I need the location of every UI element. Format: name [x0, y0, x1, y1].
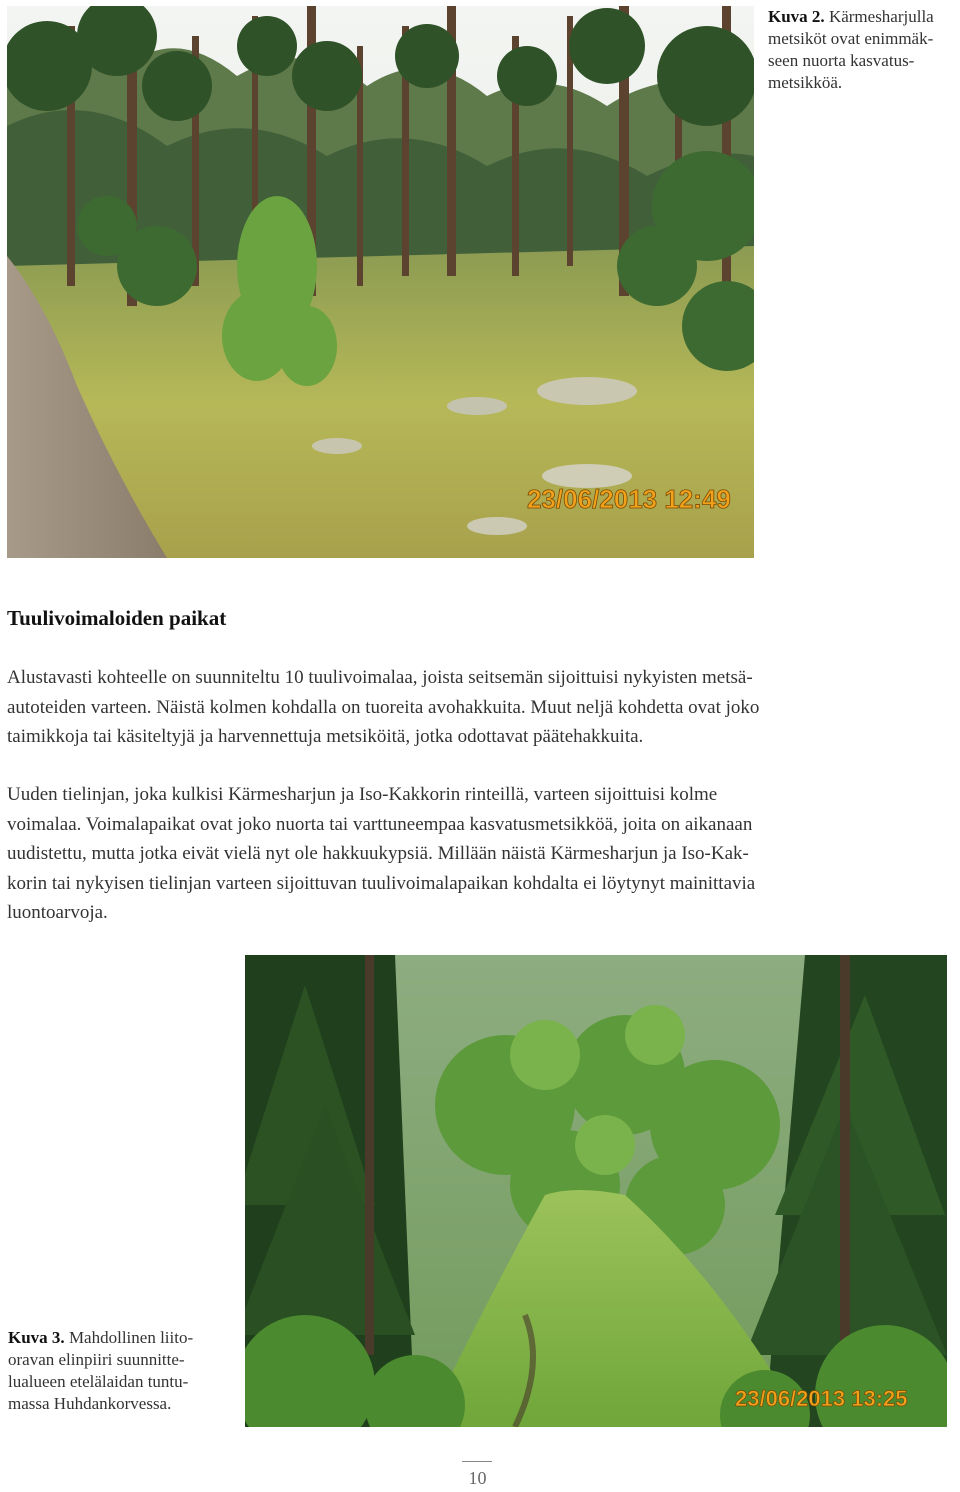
figure-caption-kuva-2: [768, 6, 958, 94]
forest-photo-kuva-2: [7, 6, 754, 558]
page-number: 10: [468, 1468, 487, 1488]
forest-photo-kuva-3: [245, 955, 947, 1427]
paragraph-line: autoteiden varteen. Näistä kolmen kohdalla on tuoreita avohakkuita. Muut neljä kohdetta ovat joko: [7, 696, 760, 718]
caption-line: metsikköä.: [768, 73, 843, 92]
caption-label: Kuva 3.: [8, 1328, 65, 1347]
paragraph-line: Uuden tielinjan, joka kulkisi Kärmesharjun ja Iso-Kakkorin rinteillä, varteen sijoittuisi kolme: [7, 784, 718, 805]
paragraph-line: voimalaa. Voimalapaikat ovat joko nuorta tai varttuneempaa kasvatusmetsikköä, joita on aikanaan: [7, 813, 753, 835]
caption-line: Kärmesharjulla: [828, 7, 934, 26]
body-paragraph-2: [7, 780, 947, 928]
paragraph-line: taimikkoja tai käsiteltyjä ja harvennettuja metsiköitä, jotka odottavat päätehakkuita.: [7, 726, 644, 747]
figure-caption-kuva-3: [8, 1327, 238, 1415]
caption-line: lualueen etelälaidan tuntu-: [8, 1372, 189, 1391]
paragraph-line: korin tai nykyisen tielinjan varteen sijoittuvan tuulivoimalapaikan kohdalta ei löytynyt mainittavia: [7, 872, 756, 894]
section-heading: Tuulivoimaloiden paikat: [7, 606, 227, 630]
body-paragraph-1: [7, 663, 947, 752]
caption-line: massa Huhdankorvessa.: [8, 1394, 172, 1413]
caption-line: seen nuorta kasvatus-: [768, 51, 915, 70]
caption-line: metsiköt ovat enimmäk-: [768, 29, 934, 48]
spruce-forest-image: [245, 955, 947, 1427]
caption-label: Kuva 2.: [768, 7, 825, 26]
photo-timestamp: 23/06/2013 12:49: [527, 484, 731, 514]
caption-line: Mahdollinen liito-: [68, 1328, 194, 1347]
pine-forest-image: [7, 6, 754, 558]
photo-timestamp: 23/06/2013 13:25: [735, 1386, 908, 1411]
paragraph-line: luontoarvoja.: [7, 902, 108, 923]
paragraph-line: uudistettu, mutta jotka eivät vielä nyt ole hakkuukypsiä. Millään näistä Kärmesharjun ja Iso-Kak-: [7, 843, 749, 864]
paragraph-line: Alustavasti kohteelle on suunniteltu 10 tuulivoimalaa, joista seitsemän sijoittuisi nykyisten metsä-: [7, 667, 753, 688]
page-number-rule: [462, 1461, 492, 1462]
caption-line: oravan elinpiiri suunnitte-: [8, 1350, 185, 1369]
